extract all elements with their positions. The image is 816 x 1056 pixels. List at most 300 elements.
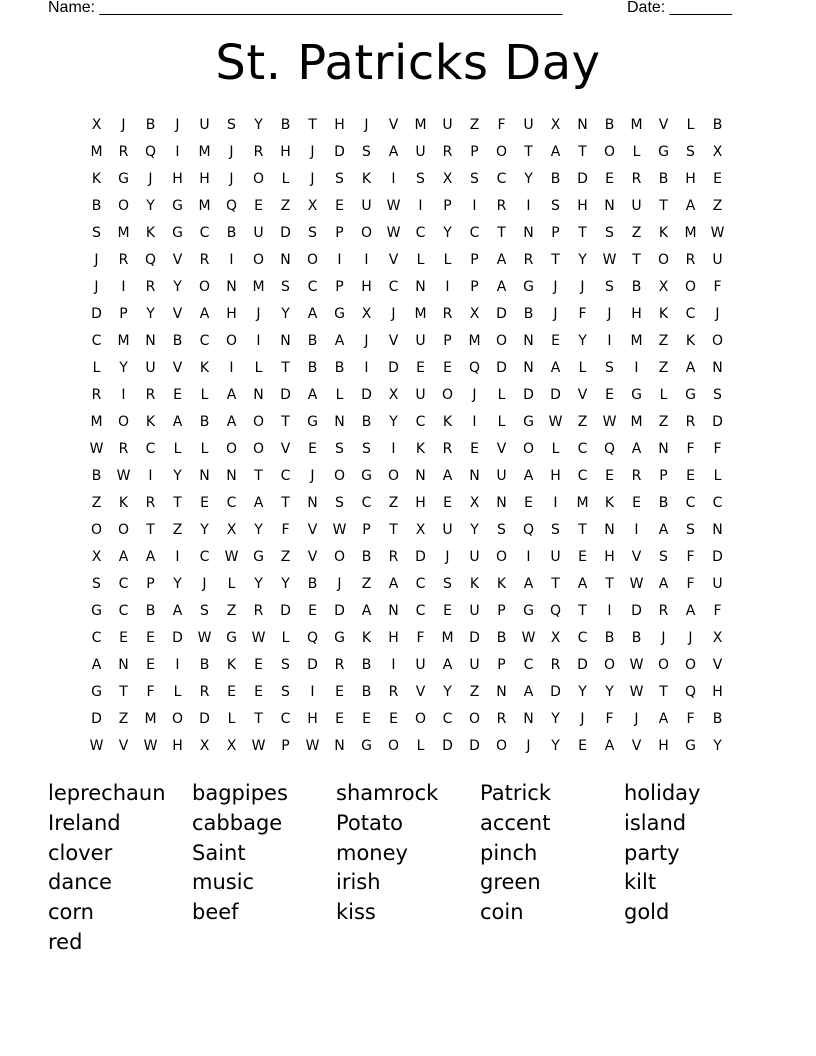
grid-letter[interactable]: Z <box>91 495 102 511</box>
grid-letter[interactable]: Q <box>549 603 562 619</box>
grid-letter[interactable]: A <box>685 603 696 619</box>
grid-letter[interactable]: H <box>280 144 291 160</box>
grid-letter[interactable]: K <box>604 495 615 511</box>
grid-letter[interactable]: O <box>117 198 130 214</box>
grid-letter[interactable]: U <box>496 468 507 484</box>
grid-letter[interactable]: A <box>307 387 318 403</box>
grid-letter[interactable]: S <box>605 279 614 295</box>
grid-letter[interactable]: D <box>388 360 399 376</box>
grid-letter[interactable]: S <box>281 657 290 673</box>
grid-letter[interactable]: A <box>685 198 696 214</box>
grid-letter[interactable]: T <box>254 711 263 727</box>
grid-letter[interactable]: V <box>118 738 129 754</box>
grid-letter[interactable]: Z <box>658 360 669 376</box>
grid-letter[interactable]: K <box>415 441 426 457</box>
grid-letter[interactable]: T <box>632 252 641 268</box>
grid-letter[interactable]: K <box>685 333 696 349</box>
grid-letter[interactable]: T <box>578 144 587 160</box>
grid-letter[interactable]: N <box>415 468 426 484</box>
grid-letter[interactable]: O <box>117 522 130 538</box>
grid-letter[interactable]: R <box>685 414 696 430</box>
grid-letter[interactable]: W <box>251 630 266 646</box>
grid-letter[interactable]: A <box>658 711 669 727</box>
grid-letter[interactable]: N <box>388 603 399 619</box>
grid-letter[interactable]: M <box>630 117 643 133</box>
grid-letter[interactable]: D <box>577 171 588 187</box>
grid-letter[interactable]: F <box>713 603 722 619</box>
grid-letter[interactable]: I <box>445 279 450 295</box>
grid-letter[interactable]: L <box>497 414 506 430</box>
grid-letter[interactable]: E <box>389 711 398 727</box>
grid-letter[interactable]: O <box>603 657 616 673</box>
grid-letter[interactable]: Y <box>578 333 587 349</box>
grid-letter[interactable]: E <box>470 441 479 457</box>
grid-letter[interactable]: V <box>388 252 399 268</box>
grid-letter[interactable]: R <box>145 279 156 295</box>
grid-letter[interactable]: O <box>522 441 535 457</box>
grid-letter[interactable]: U <box>145 360 156 376</box>
grid-letter[interactable]: J <box>256 306 261 322</box>
grid-letter[interactable]: X <box>469 495 480 511</box>
grid-letter[interactable]: C <box>415 576 426 592</box>
grid-letter[interactable]: G <box>334 630 345 646</box>
grid-letter[interactable]: N <box>280 252 291 268</box>
grid-letter[interactable]: S <box>92 576 101 592</box>
grid-letter[interactable]: J <box>94 252 99 268</box>
grid-letter[interactable]: G <box>91 603 102 619</box>
grid-letter[interactable]: Q <box>468 360 481 376</box>
grid-letter[interactable]: I <box>337 252 342 268</box>
grid-letter[interactable]: C <box>415 603 426 619</box>
grid-letter[interactable]: A <box>685 360 696 376</box>
grid-letter[interactable]: C <box>199 333 210 349</box>
grid-letter[interactable]: Y <box>389 414 398 430</box>
grid-letter[interactable]: J <box>94 279 99 295</box>
grid-letter[interactable]: I <box>121 279 126 295</box>
grid-letter[interactable]: V <box>388 117 399 133</box>
grid-letter[interactable]: A <box>523 684 534 700</box>
grid-letter[interactable]: O <box>225 333 238 349</box>
grid-letter[interactable]: J <box>472 387 477 403</box>
grid-letter[interactable]: O <box>252 252 265 268</box>
grid-letter[interactable]: M <box>468 333 481 349</box>
grid-letter[interactable]: N <box>469 468 480 484</box>
grid-letter[interactable]: F <box>578 306 587 322</box>
grid-letter[interactable]: Z <box>577 414 588 430</box>
grid-letter[interactable]: E <box>605 171 614 187</box>
grid-letter[interactable]: F <box>497 117 506 133</box>
grid-letter[interactable]: I <box>553 495 558 511</box>
grid-letter[interactable]: I <box>364 360 369 376</box>
grid-letter[interactable]: M <box>414 117 427 133</box>
grid-letter[interactable]: I <box>634 360 639 376</box>
grid-letter[interactable]: I <box>526 198 531 214</box>
grid-letter[interactable]: O <box>333 468 346 484</box>
grid-letter[interactable]: H <box>577 198 588 214</box>
grid-letter[interactable]: L <box>416 252 425 268</box>
grid-letter[interactable]: R <box>118 441 129 457</box>
grid-letter[interactable]: T <box>254 468 263 484</box>
grid-letter[interactable]: T <box>119 684 128 700</box>
grid-letter[interactable]: R <box>631 468 642 484</box>
grid-letter[interactable]: Y <box>578 684 587 700</box>
grid-letter[interactable]: Y <box>605 684 614 700</box>
grid-letter[interactable]: R <box>253 603 264 619</box>
grid-letter[interactable]: P <box>470 252 479 268</box>
grid-letter[interactable]: X <box>91 549 102 565</box>
grid-letter[interactable]: K <box>226 657 237 673</box>
grid-letter[interactable]: X <box>388 387 399 403</box>
grid-letter[interactable]: P <box>335 279 344 295</box>
grid-letter[interactable]: A <box>658 576 669 592</box>
grid-letter[interactable]: W <box>89 738 104 754</box>
grid-letter[interactable]: G <box>631 387 642 403</box>
grid-letter[interactable]: D <box>361 387 372 403</box>
grid-letter[interactable]: R <box>145 387 156 403</box>
grid-letter[interactable]: H <box>334 117 345 133</box>
grid-letter[interactable]: N <box>199 468 210 484</box>
grid-letter[interactable]: Y <box>200 522 209 538</box>
grid-letter[interactable]: S <box>308 225 317 241</box>
grid-letter[interactable]: D <box>199 711 210 727</box>
grid-letter[interactable]: U <box>469 657 480 673</box>
grid-letter[interactable]: U <box>442 522 453 538</box>
grid-letter[interactable]: E <box>308 603 317 619</box>
grid-letter[interactable]: C <box>496 171 507 187</box>
grid-letter[interactable]: G <box>226 630 237 646</box>
grid-letter[interactable]: M <box>144 711 157 727</box>
grid-letter[interactable]: E <box>308 441 317 457</box>
grid-letter[interactable]: R <box>145 495 156 511</box>
grid-letter[interactable]: J <box>661 630 666 646</box>
grid-letter[interactable]: T <box>659 198 668 214</box>
grid-letter[interactable]: L <box>92 360 101 376</box>
grid-letter[interactable]: Y <box>281 576 290 592</box>
grid-letter[interactable]: B <box>91 468 102 484</box>
grid-letter[interactable]: S <box>551 198 560 214</box>
grid-letter[interactable]: Q <box>144 252 157 268</box>
grid-letter[interactable]: N <box>226 279 237 295</box>
grid-letter[interactable]: Z <box>388 495 399 511</box>
grid-letter[interactable]: I <box>418 198 423 214</box>
grid-letter[interactable]: I <box>229 360 234 376</box>
grid-letter[interactable]: S <box>92 225 101 241</box>
grid-letter[interactable]: W <box>305 738 320 754</box>
grid-letter[interactable]: B <box>712 711 723 727</box>
grid-letter[interactable]: T <box>281 495 290 511</box>
grid-letter[interactable]: U <box>712 252 723 268</box>
grid-letter[interactable]: V <box>307 522 318 538</box>
grid-letter[interactable]: O <box>441 387 454 403</box>
grid-letter[interactable]: Y <box>470 522 479 538</box>
grid-letter[interactable]: G <box>253 549 264 565</box>
grid-letter[interactable]: E <box>632 495 641 511</box>
grid-letter[interactable]: W <box>710 225 725 241</box>
grid-letter[interactable]: M <box>117 333 130 349</box>
grid-letter[interactable]: W <box>386 225 401 241</box>
grid-letter[interactable]: E <box>362 711 371 727</box>
grid-letter[interactable]: O <box>333 549 346 565</box>
grid-letter[interactable]: C <box>685 495 696 511</box>
grid-letter[interactable]: B <box>361 549 372 565</box>
grid-letter[interactable]: O <box>495 333 508 349</box>
grid-letter[interactable]: T <box>578 225 587 241</box>
grid-letter[interactable]: L <box>632 144 641 160</box>
grid-letter[interactable]: D <box>712 549 723 565</box>
grid-letter[interactable]: T <box>605 576 614 592</box>
grid-letter[interactable]: A <box>496 279 507 295</box>
grid-letter[interactable]: N <box>280 333 291 349</box>
grid-letter[interactable]: A <box>118 549 129 565</box>
grid-letter[interactable]: P <box>470 279 479 295</box>
grid-letter[interactable]: K <box>145 225 156 241</box>
grid-letter[interactable]: W <box>629 684 644 700</box>
grid-letter[interactable]: B <box>658 495 669 511</box>
grid-letter[interactable]: X <box>550 630 561 646</box>
grid-letter[interactable]: E <box>443 495 452 511</box>
grid-letter[interactable]: L <box>200 441 209 457</box>
grid-letter[interactable]: L <box>686 117 695 133</box>
grid-letter[interactable]: H <box>604 549 615 565</box>
grid-letter[interactable]: M <box>684 225 697 241</box>
grid-letter[interactable]: D <box>415 549 426 565</box>
grid-letter[interactable]: I <box>472 198 477 214</box>
grid-letter[interactable]: H <box>172 738 183 754</box>
grid-letter[interactable]: J <box>580 711 585 727</box>
grid-letter[interactable]: Z <box>280 198 291 214</box>
grid-letter[interactable]: T <box>281 414 290 430</box>
grid-letter[interactable]: B <box>496 630 507 646</box>
grid-letter[interactable]: O <box>198 279 211 295</box>
grid-letter[interactable]: Y <box>443 225 452 241</box>
grid-letter[interactable]: E <box>713 171 722 187</box>
grid-letter[interactable]: A <box>145 549 156 565</box>
grid-letter[interactable]: D <box>496 306 507 322</box>
grid-letter[interactable]: P <box>443 198 452 214</box>
grid-letter[interactable]: C <box>685 306 696 322</box>
grid-letter[interactable]: G <box>361 738 372 754</box>
grid-letter[interactable]: S <box>416 171 425 187</box>
grid-letter[interactable]: I <box>472 414 477 430</box>
grid-letter[interactable]: Y <box>173 468 182 484</box>
grid-letter[interactable]: J <box>364 117 369 133</box>
grid-letter[interactable]: A <box>361 603 372 619</box>
grid-letter[interactable]: L <box>173 684 182 700</box>
grid-letter[interactable]: O <box>90 522 103 538</box>
grid-letter[interactable]: W <box>224 549 239 565</box>
grid-letter[interactable]: S <box>443 576 452 592</box>
grid-letter[interactable]: X <box>307 198 318 214</box>
grid-letter[interactable]: N <box>604 522 615 538</box>
grid-letter[interactable]: Y <box>551 711 560 727</box>
grid-letter[interactable]: D <box>550 387 561 403</box>
grid-letter[interactable]: A <box>523 468 534 484</box>
grid-letter[interactable]: H <box>550 468 561 484</box>
grid-letter[interactable]: R <box>442 441 453 457</box>
grid-letter[interactable]: A <box>226 414 237 430</box>
grid-letter[interactable]: L <box>416 738 425 754</box>
grid-letter[interactable]: C <box>91 333 102 349</box>
grid-letter[interactable]: U <box>361 198 372 214</box>
grid-letter[interactable]: M <box>630 333 643 349</box>
grid-letter[interactable]: N <box>523 333 534 349</box>
grid-letter[interactable]: T <box>146 522 155 538</box>
grid-letter[interactable]: D <box>280 387 291 403</box>
grid-letter[interactable]: U <box>253 225 264 241</box>
grid-letter[interactable]: E <box>173 387 182 403</box>
grid-letter[interactable]: K <box>145 414 156 430</box>
grid-letter[interactable]: H <box>712 684 723 700</box>
grid-letter[interactable]: A <box>226 387 237 403</box>
grid-letter[interactable]: D <box>91 711 102 727</box>
grid-letter[interactable]: E <box>254 684 263 700</box>
grid-letter[interactable]: N <box>577 117 588 133</box>
grid-letter[interactable]: R <box>91 387 102 403</box>
grid-letter[interactable]: J <box>526 738 531 754</box>
grid-letter[interactable]: R <box>523 252 534 268</box>
grid-letter[interactable]: I <box>310 684 315 700</box>
grid-letter[interactable]: I <box>607 333 612 349</box>
grid-letter[interactable]: K <box>91 171 102 187</box>
grid-letter[interactable]: A <box>307 306 318 322</box>
grid-letter[interactable]: D <box>469 738 480 754</box>
grid-letter[interactable]: F <box>686 711 695 727</box>
grid-letter[interactable]: B <box>523 306 534 322</box>
grid-letter[interactable]: T <box>389 522 398 538</box>
grid-letter[interactable]: Q <box>144 144 157 160</box>
grid-letter[interactable]: E <box>578 738 587 754</box>
grid-letter[interactable]: G <box>658 144 669 160</box>
grid-letter[interactable]: B <box>631 279 642 295</box>
grid-letter[interactable]: R <box>334 657 345 673</box>
grid-letter[interactable]: D <box>280 603 291 619</box>
grid-letter[interactable]: C <box>577 441 588 457</box>
grid-letter[interactable]: A <box>334 333 345 349</box>
grid-letter[interactable]: C <box>307 279 318 295</box>
grid-letter[interactable]: Z <box>469 684 480 700</box>
grid-letter[interactable]: B <box>199 657 210 673</box>
grid-letter[interactable]: T <box>578 603 587 619</box>
grid-letter[interactable]: N <box>523 711 534 727</box>
grid-letter[interactable]: L <box>497 387 506 403</box>
grid-letter[interactable]: K <box>658 225 669 241</box>
grid-letter[interactable]: B <box>172 333 183 349</box>
grid-letter[interactable]: L <box>578 360 587 376</box>
grid-letter[interactable]: J <box>364 333 369 349</box>
grid-letter[interactable]: D <box>577 657 588 673</box>
grid-letter[interactable]: W <box>197 630 212 646</box>
grid-letter[interactable]: V <box>388 333 399 349</box>
grid-letter[interactable]: I <box>175 144 180 160</box>
grid-letter[interactable]: P <box>659 468 668 484</box>
grid-letter[interactable]: P <box>443 333 452 349</box>
grid-letter[interactable]: M <box>117 225 130 241</box>
grid-letter[interactable]: F <box>686 441 695 457</box>
grid-letter[interactable]: R <box>388 549 399 565</box>
grid-letter[interactable]: D <box>469 630 480 646</box>
grid-letter[interactable]: Y <box>254 522 263 538</box>
grid-letter[interactable]: O <box>711 333 724 349</box>
grid-letter[interactable]: V <box>631 549 642 565</box>
grid-letter[interactable]: O <box>252 441 265 457</box>
grid-letter[interactable]: H <box>226 306 237 322</box>
grid-letter[interactable]: V <box>577 387 588 403</box>
grid-letter[interactable]: T <box>578 522 587 538</box>
grid-letter[interactable]: A <box>496 252 507 268</box>
grid-letter[interactable]: P <box>551 225 560 241</box>
grid-letter[interactable]: G <box>172 225 183 241</box>
grid-letter[interactable]: M <box>414 306 427 322</box>
grid-letter[interactable]: U <box>550 549 561 565</box>
grid-letter[interactable]: J <box>715 306 720 322</box>
grid-letter[interactable]: E <box>605 387 614 403</box>
grid-letter[interactable]: T <box>173 495 182 511</box>
grid-letter[interactable]: P <box>119 306 128 322</box>
grid-letter[interactable]: Y <box>281 306 290 322</box>
grid-letter[interactable]: P <box>281 738 290 754</box>
grid-letter[interactable]: I <box>121 387 126 403</box>
grid-letter[interactable]: Z <box>631 225 642 241</box>
grid-letter[interactable]: F <box>281 522 290 538</box>
grid-letter[interactable]: V <box>172 306 183 322</box>
grid-letter[interactable]: L <box>659 387 668 403</box>
grid-letter[interactable]: V <box>415 684 426 700</box>
grid-letter[interactable]: R <box>658 603 669 619</box>
grid-letter[interactable]: E <box>416 360 425 376</box>
grid-letter[interactable]: P <box>497 657 506 673</box>
grid-letter[interactable]: I <box>175 549 180 565</box>
grid-letter[interactable]: Z <box>712 198 723 214</box>
grid-letter[interactable]: E <box>146 657 155 673</box>
grid-letter[interactable]: D <box>334 603 345 619</box>
grid-letter[interactable]: W <box>89 441 104 457</box>
grid-letter[interactable]: V <box>280 441 291 457</box>
grid-letter[interactable]: H <box>388 630 399 646</box>
grid-letter[interactable]: C <box>388 279 399 295</box>
grid-letter[interactable]: B <box>307 360 318 376</box>
grid-letter[interactable]: N <box>523 360 534 376</box>
grid-letter[interactable]: O <box>657 657 670 673</box>
grid-letter[interactable]: C <box>523 657 534 673</box>
grid-letter[interactable]: D <box>631 603 642 619</box>
grid-letter[interactable]: B <box>145 603 156 619</box>
grid-letter[interactable]: X <box>442 171 453 187</box>
grid-letter[interactable]: Z <box>118 711 129 727</box>
grid-letter[interactable]: G <box>334 306 345 322</box>
grid-letter[interactable]: U <box>469 603 480 619</box>
grid-letter[interactable]: X <box>91 117 102 133</box>
grid-letter[interactable]: G <box>523 603 534 619</box>
grid-letter[interactable]: S <box>659 549 668 565</box>
grid-letter[interactable]: Y <box>578 252 587 268</box>
grid-letter[interactable]: G <box>523 414 534 430</box>
grid-letter[interactable]: K <box>442 414 453 430</box>
grid-letter[interactable]: H <box>307 711 318 727</box>
grid-letter[interactable]: N <box>712 360 723 376</box>
grid-letter[interactable]: I <box>148 468 153 484</box>
grid-letter[interactable]: A <box>577 576 588 592</box>
grid-letter[interactable]: R <box>496 198 507 214</box>
grid-letter[interactable]: V <box>307 549 318 565</box>
grid-letter[interactable]: L <box>551 441 560 457</box>
grid-letter[interactable]: X <box>361 306 372 322</box>
grid-letter[interactable]: Z <box>226 603 237 619</box>
grid-letter[interactable]: J <box>310 171 315 187</box>
grid-letter[interactable]: A <box>91 657 102 673</box>
grid-letter[interactable]: J <box>688 630 693 646</box>
grid-letter[interactable]: W <box>332 522 347 538</box>
grid-letter[interactable]: O <box>387 468 400 484</box>
